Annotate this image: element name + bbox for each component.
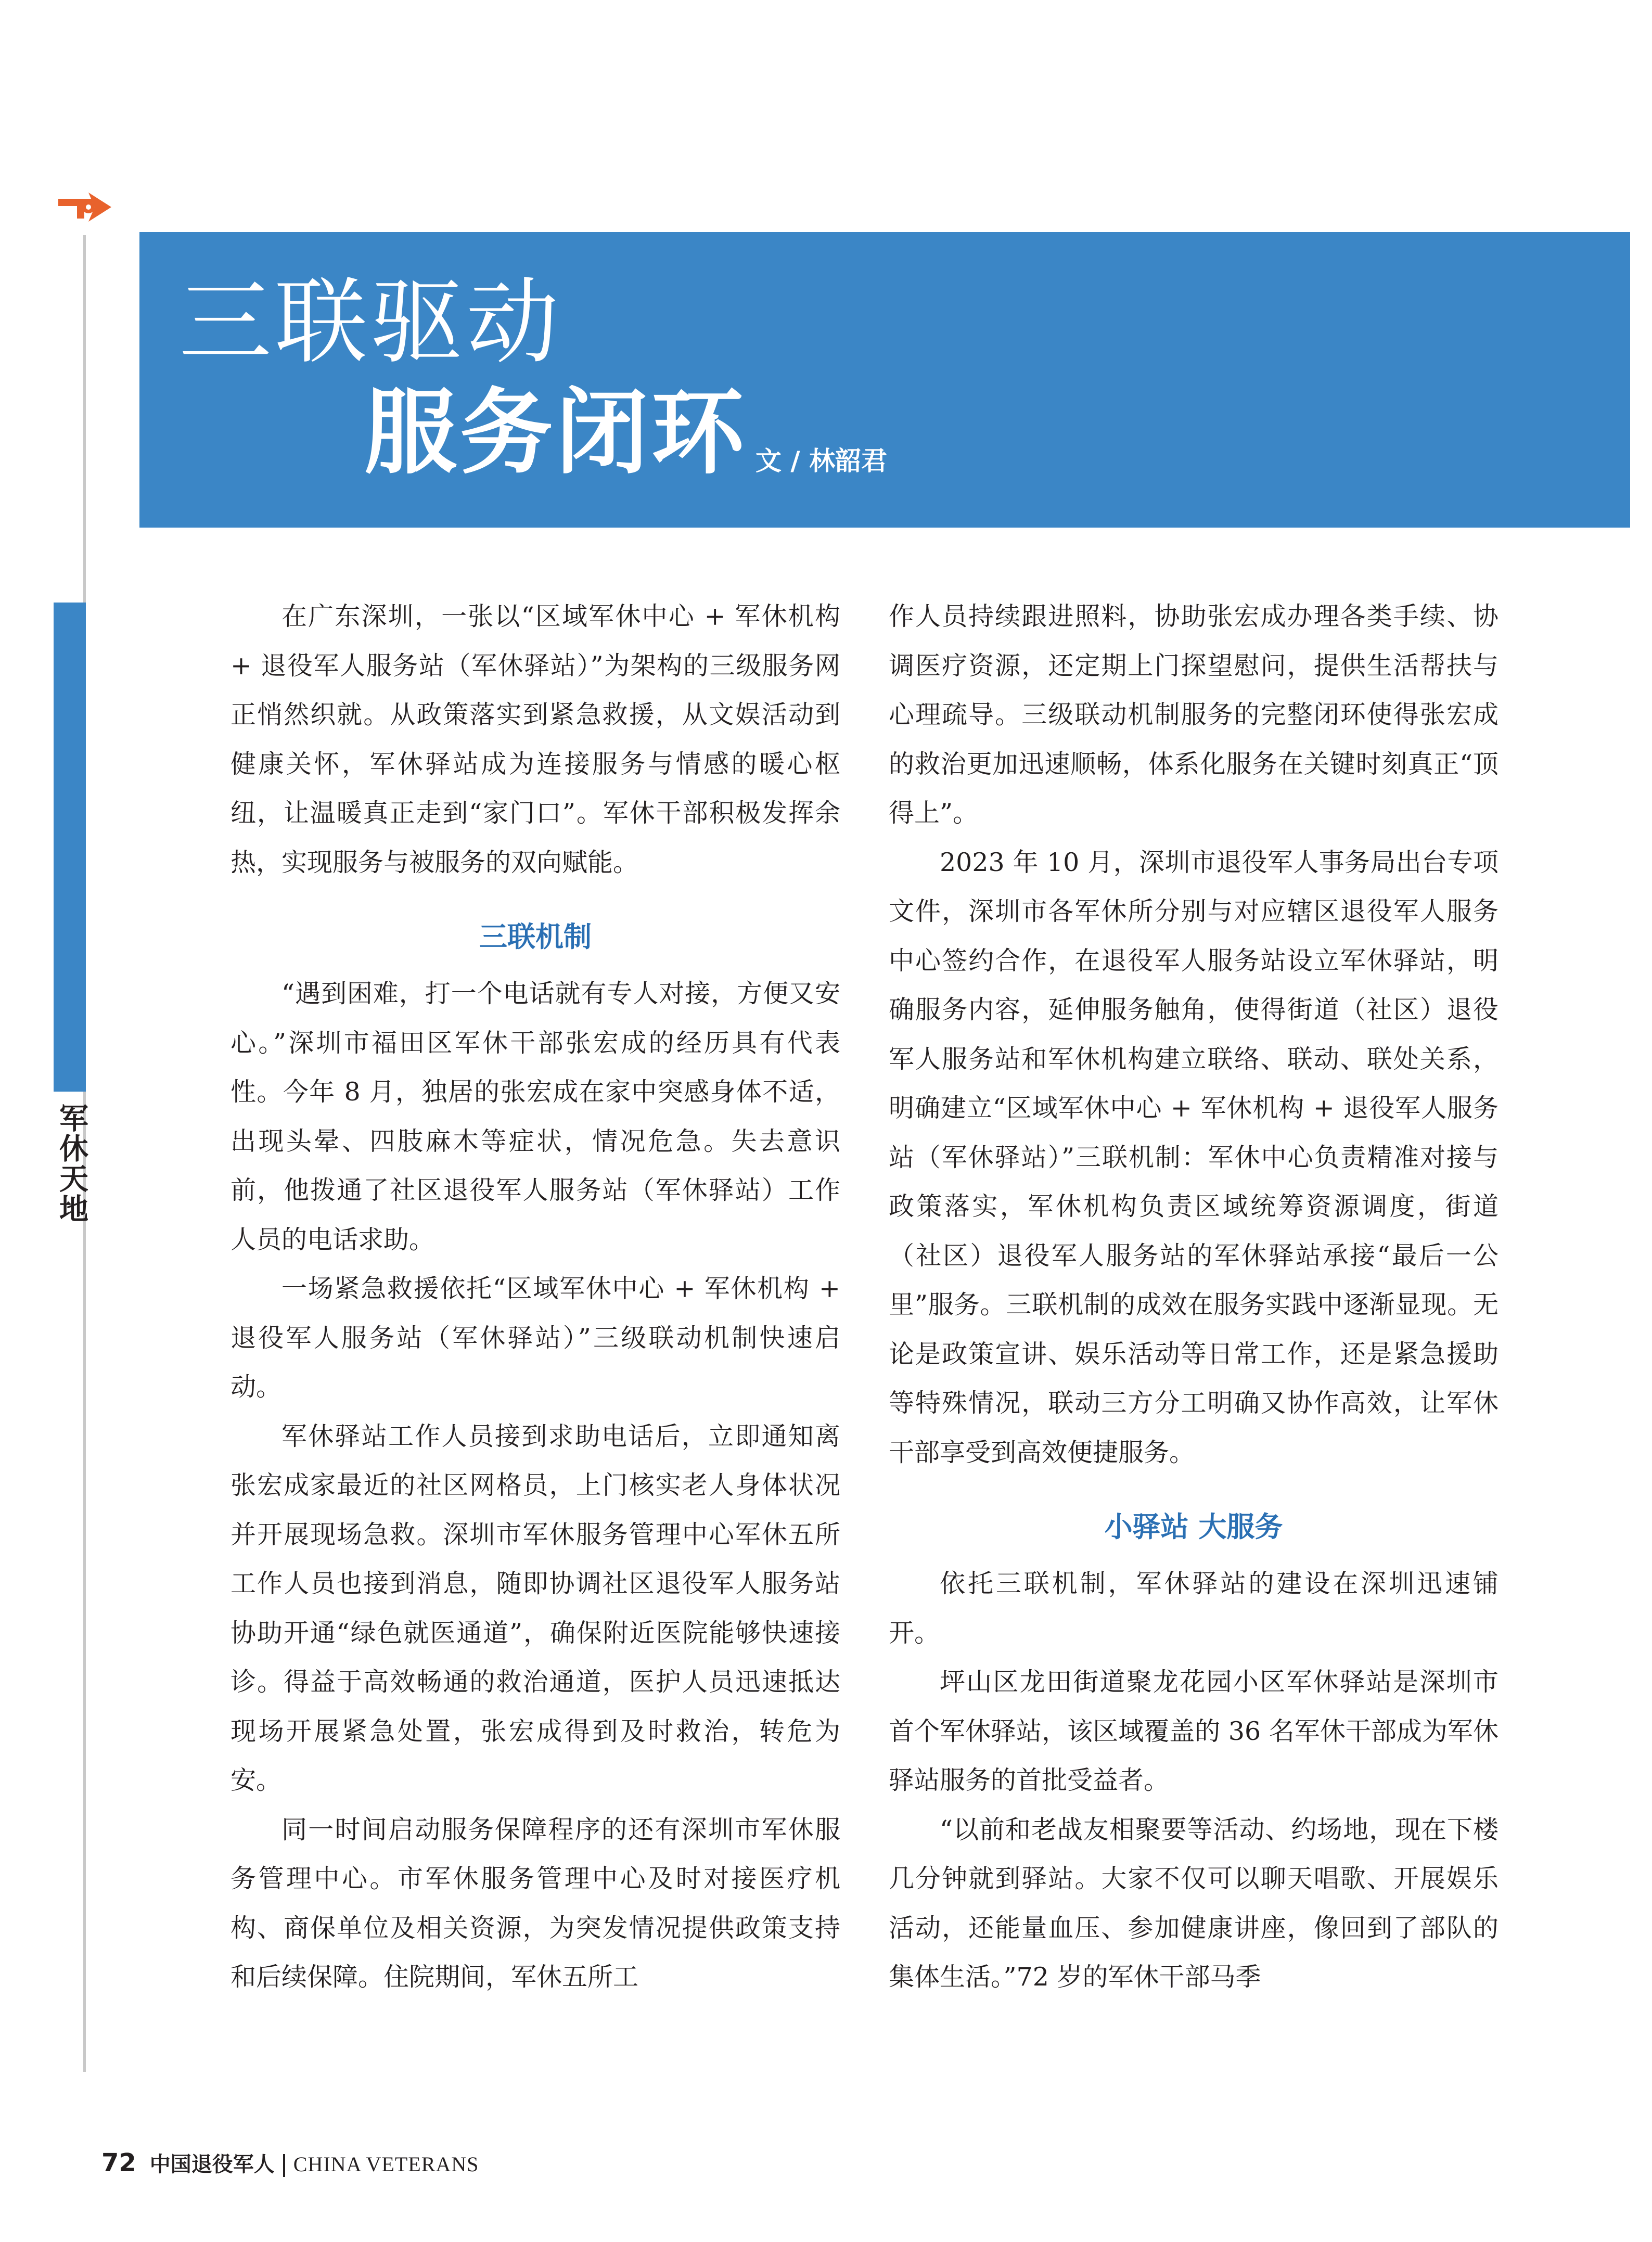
subheading-block — [230, 887, 840, 969]
section-color-bar — [54, 603, 86, 1092]
paragraph: 在广东深圳，一张以“区域军休中心 + 军休机构 + 退役军人服务站（军休驿站）”为架构的三级服务网正悄然织就。从政策落实到紧急救援，从文娱活动到健康关怀，军休驿站成为连接服务与情感的暖心枢纽，让温暖真正走到“家门口”。军休干部积极发挥余热，实现服务与被服务的双向赋能。 — [230, 601, 840, 877]
subheading-block — [889, 1477, 1499, 1559]
right-column — [889, 592, 1499, 2002]
paragraph: “以前和老战友相聚要等活动、约场地，现在下楼几分钟就到驿站。大家不仅可以聊天唱歌、开展娱乐活动，还能量血压、参加健康讲座，像回到了部队的集体生活。”72 岁的军休干部马季 — [889, 1814, 1499, 1992]
paragraph: 依托三联机制，军休驿站的建设在深圳迅速铺开。 — [889, 1569, 1499, 1648]
section-label: 军休天地 — [55, 1103, 88, 1224]
author-byline: 文 / 林韶君 — [755, 446, 888, 476]
magazine-name-en: CHINA VETERANS — [293, 2153, 479, 2176]
page-footer — [101, 2145, 479, 2181]
footer-divider — [283, 2154, 285, 2177]
left-column — [230, 592, 840, 2002]
magazine-name-cn: 中国退役军人 — [149, 2153, 275, 2176]
article-title-line1: 三联驱动 — [179, 268, 562, 376]
article-title-line2: 服务闭环 — [364, 379, 747, 486]
paragraph: 军休驿站工作人员接到求助电话后，立即通知离张宏成家最近的社区网格员，上门核实老人身体状况并开展现场急救。深圳市军休服务管理中心军休五所工作人员也接到消息，随即协调社区退役军人服务站协助开通“绿色就医通道”，确保附近医院能够快速接诊。得益于高效畅通的救治通道，医护人员迅速抵达现场开展紧急处置，张宏成得到及时救治，转危为安。 — [230, 1421, 840, 1795]
paragraph: 2023 年 10 月，深圳市退役军人事务局出台专项文件，深圳市各军休所分别与对应辖区退役军人服务中心签约合作，在退役军人服务站设立军休驿站，明确服务内容，延伸服务触角，使得街道（社区）退役军人服务站和军休机构建立联络、联动、联处关系，明确建立“区域军休中心 + 军休机构 + 退役军人服务站（军休驿站）”三联机制：军休中心负责精准对接与政策落实，军休机构负责区域统筹资源调度，街道（社区）退役军人服务站的军休驿站承接“最后一公里”服务。三联机制的成效在服务实践中逐渐显现。无论是政策宣讲、娱乐活动等日常工作，还是紧急援助等特殊情况，联动三方分工明确又协作高效，让军休干部享受到高效便捷服务。 — [889, 847, 1499, 1467]
paragraph: 坪山区龙田街道聚龙花园小区军休驿站是深圳市首个军休驿站，该区域覆盖的 36 名军休干部成为军休驿站服务的首批受益者。 — [889, 1667, 1499, 1795]
subheading: 小驿站 大服务 — [1104, 1510, 1283, 1543]
paragraph: 同一时间启动服务保障程序的还有深圳市军休服务管理中心。市军休服务管理中心及时对接医疗机构、商保单位及相关资源，为突发情况提供政策支持和后续保障。住院期间，军休五所工 — [230, 1814, 840, 1992]
page-number: 72 — [101, 2148, 136, 2177]
paragraph: “遇到困难，打一个电话就有专人对接，方便又安心。”深圳市福田区军休干部张宏成的经历具有代表性。今年 8 月，独居的张宏成在家中突感身体不适，出现头晕、四肢麻木等症状，情况危急。失去意识前，他拨通了社区退役军人服务站（军休驿站）工作人员的电话求助。 — [230, 979, 840, 1254]
paragraph: 作人员持续跟进照料，协助张宏成办理各类手续、协调医疗资源，还定期上门探望慰问，提供生活帮扶与心理疏导。三级联动机制服务的完整闭环使得张宏成的救治更加迅速顺畅，体系化服务在关键时刻真正“顶得上”。 — [889, 601, 1499, 828]
magazine-logo-icon — [56, 188, 113, 226]
subheading: 三联机制 — [479, 920, 592, 953]
paragraph: 一场紧急救援依托“区域军休中心 + 军休机构 + 退役军人服务站（军休驿站）”三级联动机制快速启动。 — [230, 1274, 840, 1402]
